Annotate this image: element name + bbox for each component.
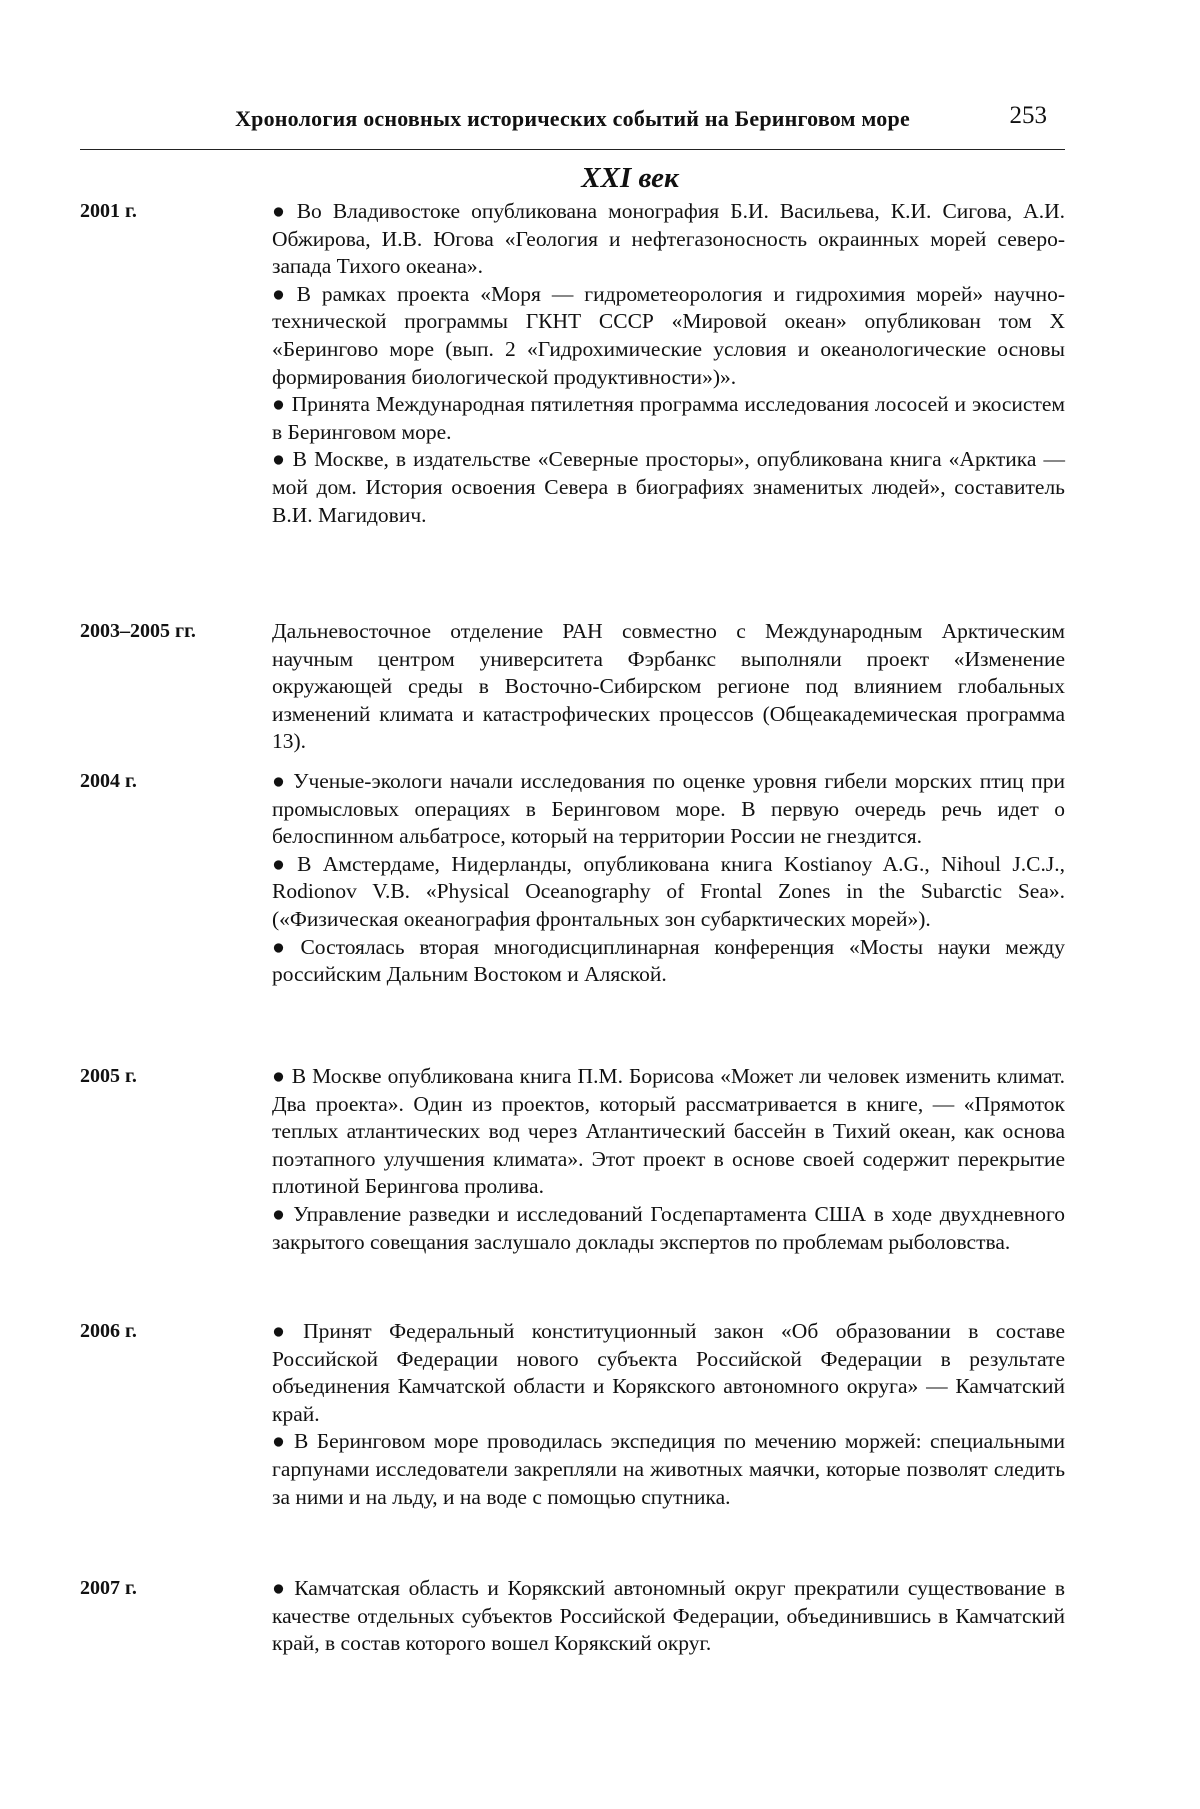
section-title: XXI век (581, 162, 679, 194)
entry-paragraph: ● Камчатская область и Корякский автономный округ прекратили существование в качестве отдельных субъектов Российской Федерации, объединившись в Камчатский край, в состав которого вошел Корякский округ. (272, 1576, 1065, 1656)
entry-year: 2006 г. (80, 1320, 137, 1342)
entry-paragraph: Дальневосточное отделение РАН совместно с Международным Арктическим научным центром университета Фэрбанкс выполняли проект «Изменение окружающей среды в Восточно-Сибирском регионе под влиянием глобальных изменений климата и катастрофических процессов (Общеакадемическая программа 13). (272, 619, 1065, 754)
entry-paragraph: ● Принят Федеральный конституционный закон «Об образовании в составе Российской Федерации нового субъекта Российской Федерации в результате объединения Камчатской области и Корякского автономного округа» — Камчатский край. (272, 1319, 1065, 1426)
entry-paragraph: ● Ученые-экологи начали исследования по оценке уровня гибели морских птиц при промысловых операциях в Беринговом море. В первую очередь речь идет о белоспинном альбатросе, который на территории России не гнездится. (272, 769, 1065, 849)
bullet-icon: ● (272, 281, 291, 306)
entry-body (272, 618, 1065, 756)
entry-paragraph: ● Управление разведки и исследований Госдепартамента США в ходе двухдневного закрытого совещания заслушало доклады экспертов по проблемам рыболовства. (272, 1201, 1065, 1254)
bullet-icon: ● (272, 1064, 286, 1088)
entry-paragraph: ● В Амстердаме, Нидерланды, опубликована книга Kostianoy A.G., Nihoul J.C.J., Rodionov V.B. «Physical Oceanography of Frontal Zones in the Subarctic Sea». («Физическая океанография фронтальных зон субарктических морей»). (272, 851, 1065, 931)
bullet-icon: ● (272, 199, 291, 223)
page-header (80, 102, 1065, 152)
entry-year: 2001 г. (80, 200, 137, 222)
entry-paragraph: ● Состоялась вторая многодисциплинарная конференция «Мосты науки между российским Дальним Востоком и Аляской. (272, 934, 1065, 987)
bullet-icon: ● (272, 392, 286, 417)
entry-year: 2003–2005 гг. (80, 620, 196, 642)
bullet-icon: ● (272, 1319, 298, 1343)
entry-paragraph: ● В рамках проекта «Моря — гидрометеорология и гидрохимия морей» научно-технической программы ГКНТ СССР «Мировой океан» опубликован том X «Берингово море (вып. 2 «Гидрохимические условия и океанологические основы формирования биологической продуктивности»)». (272, 281, 1065, 389)
entry-paragraph: ● В Москве опубликована книга П.М. Борисова «Может ли человек изменить климат. Два проекта». Один из проектов, который рассматривается в книге, — «Прямоток теплых атлантических вод через Атлантический бассейн в Тихий океан, как основа поэтапного улучшения климата». Этот проект в основе своей содержит перекрытие плотиной Берингова пролива. (272, 1064, 1065, 1199)
bullet-icon: ● (272, 769, 288, 793)
entry-year: 2005 г. (80, 1065, 137, 1087)
page-number: 253 (1009, 102, 1047, 129)
entry-paragraph: ● Принята Международная пятилетняя программа исследования лососей и экосистем в Беринговом море. (272, 392, 1065, 444)
header-rule (80, 149, 1065, 150)
entry-body (272, 768, 1065, 989)
entry-body (272, 1063, 1065, 1256)
entry-paragraph: ● В Москве, в издательстве «Северные просторы», опубликована книга «Арктика — мой дом. История освоения Севера в биографиях знаменитых людей», составитель В.И. Магидович. (272, 447, 1065, 527)
bullet-icon: ● (272, 934, 295, 959)
bullet-icon: ● (272, 1576, 289, 1600)
entry-body (272, 1575, 1065, 1658)
bullet-icon: ● (272, 1201, 288, 1226)
entry-paragraph: ● Во Владивостоке опубликована монография Б.И. Васильева, К.И. Сигова, А.И. Обжирова, И.В. Югова «Геология и нефтегазоносность окраинных морей северо-запада Тихого океана». (272, 199, 1065, 279)
entry-body (272, 1318, 1065, 1511)
bullet-icon: ● (272, 1429, 289, 1454)
entry-paragraph: ● В Беринговом море проводилась экспедиция по мечению моржей: специальными гарпунами исследователи закрепляли на животных маячки, которые позволят следить за ними и на льду, и на воде с помощью спутника. (272, 1429, 1065, 1509)
bullet-icon: ● (272, 447, 287, 472)
bullet-icon: ● (272, 851, 292, 876)
entry-year: 2004 г. (80, 770, 137, 792)
entry-body (272, 198, 1065, 529)
running-title: Хронология основных исторических событий на Беринговом море (235, 106, 910, 131)
entry-year: 2007 г. (80, 1577, 137, 1599)
